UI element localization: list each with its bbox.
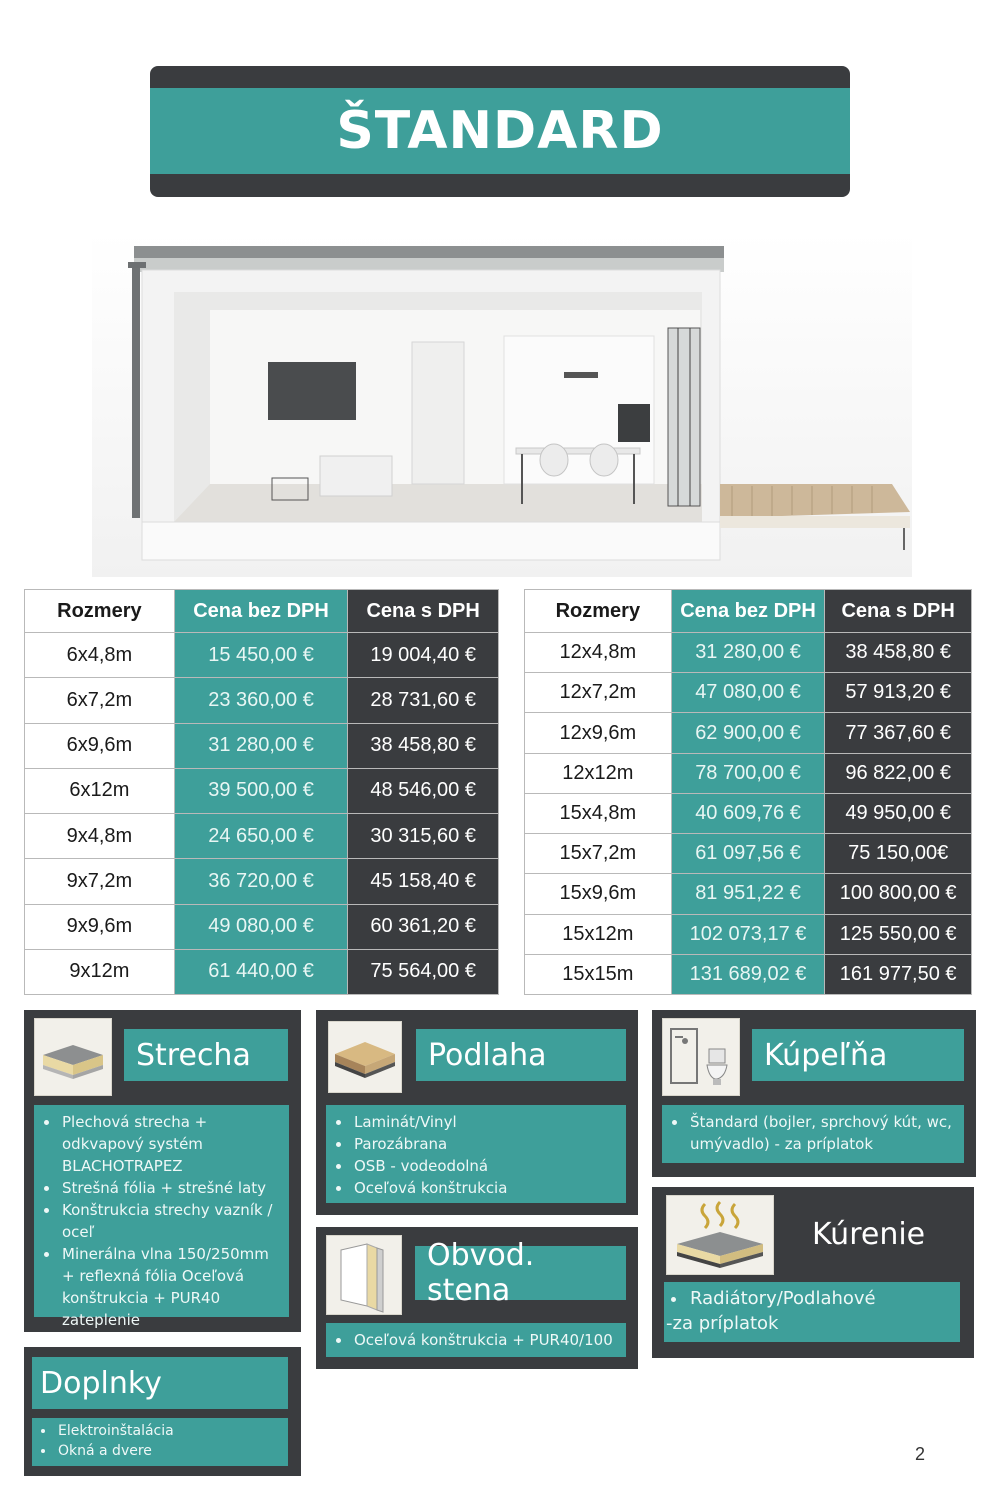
price-excl-vat-cell: 131 689,02 € [671,954,825,994]
price-incl-vat-cell: 30 315,60 € [348,814,499,859]
price-excl-vat-cell: 15 450,00 € [174,633,348,678]
price-excl-vat-cell: 31 280,00 € [671,633,825,673]
feature-list [326,1323,626,1357]
table-row [525,753,972,793]
size-cell: 12x12m [525,753,672,793]
price-incl-vat-cell: 49 950,00 € [825,793,972,833]
size-cell: 6x4,8m [25,633,175,678]
list-item: • Parozábrana [352,1133,620,1155]
price-incl-vat-cell: 96 822,00 € [825,753,972,793]
title-banner [150,66,850,197]
price-table-large [524,589,972,995]
card-title: Doplnky [32,1357,288,1409]
list-item: • OSB - vodeodolná [352,1155,620,1177]
price-incl-vat-cell: 60 361,20 € [348,904,499,949]
column-header-rozmery: Rozmery [525,590,672,633]
card-obvod-stena [316,1227,638,1369]
table-row [25,859,499,904]
price-excl-vat-cell: 49 080,00 € [174,904,348,949]
price-excl-vat-cell: 40 609,76 € [671,793,825,833]
list-item: • Okná a dvere [56,1441,284,1461]
list-item: • Štandard (bojler, sprchový kút, wc, umývadlo) - za príplatok [688,1111,958,1155]
price-incl-vat-cell: 161 977,50 € [825,954,972,994]
card-title: Podlaha [416,1029,626,1081]
list-item: • Plechová strecha + odkvapový systém BLACHOTRAPEZ [60,1111,283,1177]
price-excl-vat-cell: 23 360,00 € [174,678,348,723]
card-kupelna [652,1010,976,1177]
price-excl-vat-cell: 36 720,00 € [174,859,348,904]
price-excl-vat-cell: 47 080,00 € [671,673,825,713]
column-header-price-excl-vat: Cena bez DPH [671,590,825,633]
table-header-row [25,590,499,633]
price-excl-vat-cell: 102 073,17 € [671,914,825,954]
table-row [525,874,972,914]
list-item: • Laminát/Vinyl [352,1111,620,1133]
column-header-price-incl-vat: Cena s DPH [348,590,499,633]
table-row [525,954,972,994]
price-excl-vat-cell: 78 700,00 € [671,753,825,793]
price-excl-vat-cell: 61 097,56 € [671,834,825,874]
card-title: Kúrenie [812,1216,926,1252]
table-row [25,633,499,678]
table-row [525,914,972,954]
list-item: • Oceľová konštrukcia + PUR40/100 [352,1329,620,1351]
table-row [25,678,499,723]
bathroom-icon [662,1018,740,1096]
price-incl-vat-cell: 38 458,80 € [825,633,972,673]
card-title: Strecha [124,1029,288,1081]
price-incl-vat-cell: 28 731,60 € [348,678,499,723]
price-incl-vat-cell: 75 564,00 € [348,949,499,994]
card-podlaha [316,1010,638,1215]
price-incl-vat-cell: 45 158,40 € [348,859,499,904]
container-house-image [92,232,912,577]
list-item: • Oceľová konštrukcia [352,1177,620,1199]
size-cell: 9x4,8m [25,814,175,859]
list-item: • Elektroinštalácia [56,1421,284,1441]
list-item: • Radiátory/Podlahové [688,1286,956,1311]
size-cell: 15x15m [525,954,672,994]
page-title: ŠTANDARD [336,101,664,161]
card-title: Kúpeľňa [752,1029,964,1081]
column-header-rozmery: Rozmery [25,590,175,633]
size-cell: 15x12m [525,914,672,954]
card-doplnky [24,1347,301,1476]
list-item: • Strešná fólia + strešné laty [60,1177,283,1199]
title-band [150,88,850,174]
size-cell: 6x12m [25,768,175,813]
table-row [525,673,972,713]
table-row [525,633,972,673]
column-header-price-excl-vat: Cena bez DPH [174,590,348,633]
feature-list [664,1282,960,1342]
price-excl-vat-cell: 31 280,00 € [174,723,348,768]
price-incl-vat-cell: 48 546,00 € [348,768,499,813]
list-item: • Konštrukcia strechy vazník / oceľ [60,1199,283,1243]
size-cell: 6x7,2m [25,678,175,723]
card-strecha [24,1010,301,1332]
size-cell: 9x7,2m [25,859,175,904]
table-row [525,793,972,833]
roof-layers-icon [34,1018,112,1096]
table-row [25,949,499,994]
table-header-row [525,590,972,633]
page-number: 2 [915,1444,926,1464]
price-excl-vat-cell: 24 650,00 € [174,814,348,859]
table-row [25,768,499,813]
price-table-small [24,589,499,995]
feature-list [34,1105,289,1329]
price-incl-vat-cell: 57 913,20 € [825,673,972,713]
column-header-price-incl-vat: Cena s DPH [825,590,972,633]
card-kurenie [652,1187,974,1358]
floor-layers-icon [328,1021,402,1093]
table-row [25,814,499,859]
size-cell: 15x9,6m [525,874,672,914]
price-excl-vat-cell: 81 951,22 € [671,874,825,914]
table-row [25,904,499,949]
price-excl-vat-cell: 62 900,00 € [671,713,825,753]
size-cell: 12x9,6m [525,713,672,753]
card-title: Obvod. stena [415,1246,626,1300]
table-row [525,834,972,874]
table-row [25,723,499,768]
table-row [525,713,972,753]
size-cell: 15x4,8m [525,793,672,833]
floor-heating-icon [666,1195,774,1275]
feature-list [32,1418,288,1466]
size-cell: 9x9,6m [25,904,175,949]
feature-list [662,1105,964,1163]
size-cell: 12x4,8m [525,633,672,673]
price-excl-vat-cell: 61 440,00 € [174,949,348,994]
wall-panel-icon [326,1235,402,1315]
list-item: • Minerálna vlna 150/250mm + reflexná fólia Oceľová konštrukcia + PUR40 zateplenie [60,1243,283,1331]
size-cell: 12x7,2m [525,673,672,713]
price-incl-vat-cell: 125 550,00 € [825,914,972,954]
surcharge-note: -za príplatok [666,1313,779,1334]
size-cell: 9x12m [25,949,175,994]
feature-list [326,1105,626,1203]
price-incl-vat-cell: 38 458,80 € [348,723,499,768]
price-incl-vat-cell: 77 367,60 € [825,713,972,753]
price-incl-vat-cell: 75 150,00€ [825,834,972,874]
price-excl-vat-cell: 39 500,00 € [174,768,348,813]
size-cell: 15x7,2m [525,834,672,874]
size-cell: 6x9,6m [25,723,175,768]
price-incl-vat-cell: 100 800,00 € [825,874,972,914]
price-incl-vat-cell: 19 004,40 € [348,633,499,678]
